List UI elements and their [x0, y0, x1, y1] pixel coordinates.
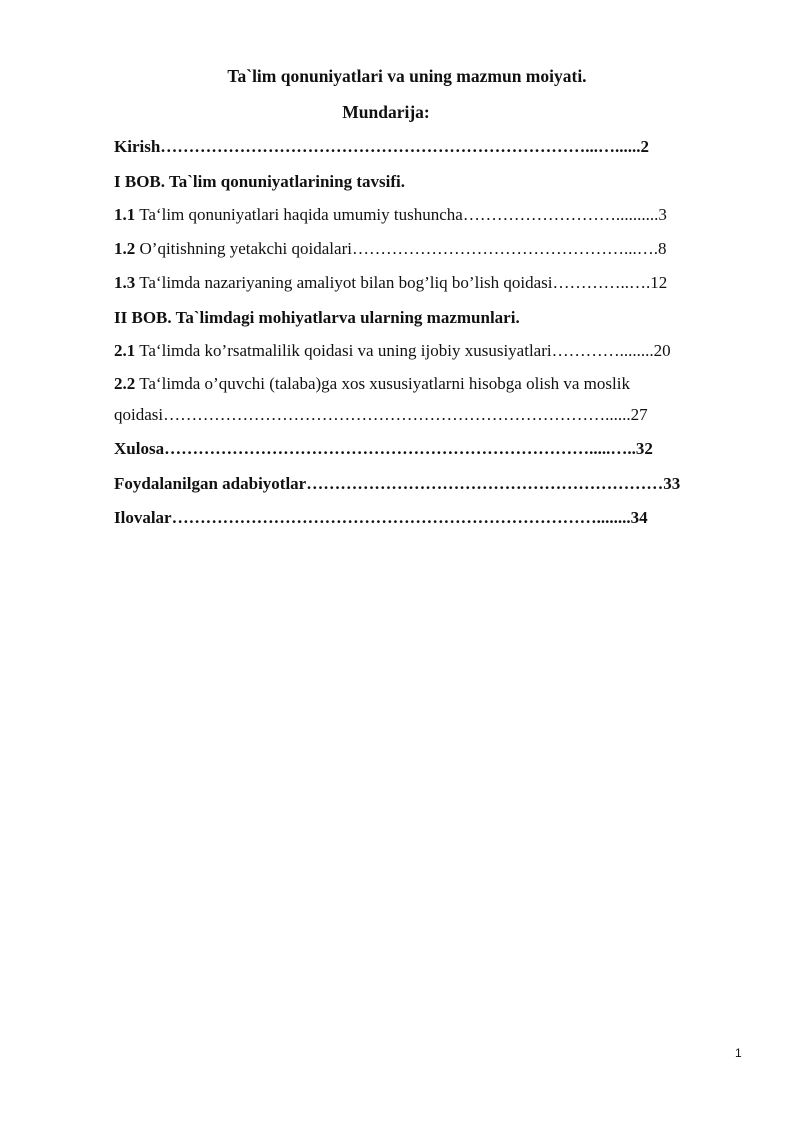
toc-entry-1-1: [114, 205, 667, 225]
toc-entry-2-2: [114, 374, 630, 394]
toc-entry-2-2-continued: qoidasi……………………………………………………………………......27: [114, 405, 648, 424]
toc-entry-text: Ta‘limda nazariyaning amaliyot bilan bog’liq bo’lish qoidasi…………..….12: [135, 273, 668, 292]
toc-entry-number: 2.1: [114, 341, 136, 360]
toc-entry-ilovalar: Ilovalar…………………………………………………………………........34: [114, 508, 648, 527]
toc-chapter-2: II BOB. Ta`limdagi mohiyatlarva ularning mazmunlari.: [114, 308, 520, 327]
toc-entry-number: 1.2: [114, 239, 136, 258]
toc-entry-text: Ta‘limda o’quvchi (talaba)ga xos xususiyatlarni hisobga olish va moslik: [135, 374, 630, 393]
toc-entry-adabiyotlar: Foydalanilgan adabiyotlar………………………………………………………33: [114, 474, 681, 493]
toc-heading: Mundarija:: [342, 102, 430, 122]
toc-entry-1-3: [114, 273, 667, 293]
toc-entry-text: O’qitishning yetakchi qoidalari…………………………………………...….8: [135, 239, 667, 258]
toc-entry-number: 1.1: [114, 205, 136, 224]
toc-entry-2-1: [114, 341, 671, 361]
toc-entry-1-2: [114, 239, 666, 259]
toc-entry-xulosa: Xulosa………………………………………………………………….....…..32: [114, 439, 653, 458]
toc-entry-text: Ta‘limda ko’rsatmalilik qoidasi va uning ijobiy xususiyatlari…………........20: [135, 341, 671, 360]
toc-entry-number: 2.2: [114, 374, 136, 393]
document-title: Ta`lim qonuniyatlari va uning mazmun moiyati.: [227, 66, 587, 86]
toc-entry-number: 1.3: [114, 273, 136, 292]
toc-chapter-1: I BOB. Ta`lim qonuniyatlarining tavsifi.: [114, 172, 405, 191]
page-number: 1: [735, 1046, 742, 1060]
toc-entry-kirish: Kirish…………………………………………………………………...…......2: [114, 137, 650, 156]
toc-entry-text: Ta‘lim qonuniyatlari haqida umumiy tushuncha………………………..........3: [135, 205, 667, 224]
